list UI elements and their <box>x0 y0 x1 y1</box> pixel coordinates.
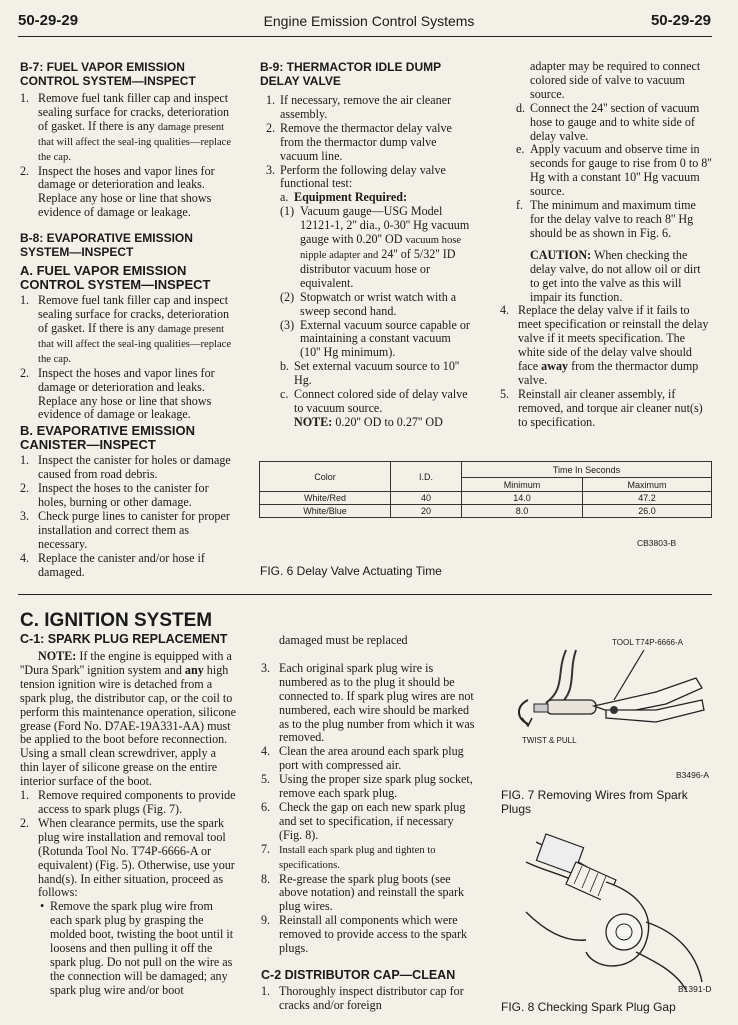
section-a-heading: A. FUEL VAPOR EMISSION CONTROL SYSTEM—INSPECT <box>20 263 211 293</box>
list-item: (1) Vacuum gauge—USG Model 12121-1, 2'' dia., 0-30'' Hg vacuum gauge with 0.20'' OD vacuum hose nipple adapter and 24'' of 5/32'' ID distributor vacuum hose or equivalent. <box>280 204 470 290</box>
section-b8-heading: B-8: EVAPORATIVE EMISSION SYSTEM—INSPECT <box>20 231 193 260</box>
page-title: Engine Emission Control Systems <box>263 13 475 29</box>
caution: CAUTION: When checking the delay valve, do not allow oil or dirt to get into the valve as this will impair its function. <box>530 247 701 304</box>
list-item: 1. Remove required components to provide access to spark plugs (Fig. 7). <box>20 788 236 816</box>
list-item: (2) Stopwatch or wrist watch with a sweep second hand. <box>280 289 457 318</box>
fig7-tool-illustration <box>506 648 712 738</box>
table-header-min: Minimum <box>462 478 583 492</box>
delay-valve-table <box>259 461 712 518</box>
note: NOTE: 0.20'' OD to 0.27'' OD <box>294 414 443 429</box>
a-list <box>20 294 236 422</box>
table-header-max: Maximum <box>582 478 711 492</box>
c2-heading: C-2 DISTRIBUTOR CAP—CLEAN <box>261 967 456 982</box>
b9-list <box>260 94 474 191</box>
section-rule <box>18 594 712 595</box>
list-item: 2. Inspect the hoses and vapor lines for damage or deterioration and leaks. Replace any hose or line that shows evidence of damage or leakage. <box>20 365 215 422</box>
list-item: 9. Reinstall all components which were removed to provide access to the spark plugs. <box>261 913 468 956</box>
column-3 <box>500 60 712 430</box>
list-item: (3) External vacuum source capable or maintaining a constant vacuum (10'' Hg minimum). <box>280 317 470 360</box>
c1-heading: C-1: SPARK PLUG REPLACEMENT <box>20 632 228 646</box>
list-item: 1. Remove fuel tank filler cap and inspect sealing surface for cracks, deterioration of gasket. If there is any damage present that will affect the seal-ing qualities—replace the cap. <box>20 91 232 163</box>
equipment-heading: a. Equipment Required: <box>280 190 408 205</box>
list-item: 5. Reinstall air cleaner assembly, if removed, and torque air cleaner nut(s) to specification. <box>500 386 703 429</box>
list-item: 2. Inspect the hoses and vapor lines for damage or deterioration and leaks. Replace any hose or line that shows evidence of damage or leakage. <box>20 163 215 220</box>
list-item: f. The minimum and maximum time for the delay valve to reach 8'' Hg should be as shown in Fig. 6. <box>516 198 696 240</box>
table-header-color: Color <box>260 462 391 492</box>
fig6-caption: FIG. 6 Delay Valve Actuating Time <box>260 564 442 578</box>
section-b7-heading: B-7: FUEL VAPOR EMISSION CONTROL SYSTEM—INSPECT <box>20 60 196 88</box>
header-rule <box>18 36 712 37</box>
fig7-tool-label: TOOL T74P-6666-A <box>612 638 683 647</box>
column-2 <box>260 60 474 430</box>
section-b9-heading: B-9: THERMACTOR IDLE DUMP DELAY VALVE <box>260 60 441 88</box>
list-item: 4. Replace the delay valve if it fails to meet specification or reinstall the delay valve if it meets specification. The white side of the delay valve should face away from the thermactor dump valve. <box>500 303 709 387</box>
fig7-caption: FIG. 7 Removing Wires from Spark Plugs <box>501 788 688 816</box>
ignition-note: NOTE: If the engine is equipped with a ''Dura Spark'' ignition system and any high tension ignition wire is detached from a spark plug, the distributor cap, or the coil to perform this maintenance operation, silicone grease (Ford No. D7AE-19A331-AA) must be applied to the boot before reconnection. Using a small clean screwdriver, apply a thin layer of silicone grease on the entire interior surface of the boot. <box>20 649 236 789</box>
b7-list <box>20 92 236 220</box>
list-item: e. Apply vacuum and observe time in seconds for gauge to rise from 0 to 8'' Hg with a constant 10'' Hg vacuum source. <box>516 142 712 199</box>
fig7-twist-label: TWIST & PULL <box>522 736 577 745</box>
b-list <box>20 454 236 579</box>
list-item: 2. Remove the thermactor delay valve from the thermactor dump valve vacuum line. <box>266 120 452 163</box>
ignition-column-2 <box>261 634 475 1013</box>
fig7-code: B3496-A <box>676 770 710 780</box>
list-item: 3. Each original spark plug wire is numbered as to the plug it should be connected to. If spark plug wires are not numbered, each wire should be marked as to the plug number from which it was removed. <box>261 660 475 745</box>
list-item: 5. Using the proper size spark plug socket, remove each spark plug. <box>261 772 473 801</box>
continued-text: adapter may be required to connect colored side of valve to vacuum source. <box>530 59 701 101</box>
list-item: 3. Perform the following delay valve functional test: <box>266 162 446 191</box>
list-item: 8. Re-grease the spark plug boots (see above notation) and reinstall the spark plug wires. <box>261 871 465 914</box>
ignition-column-1 <box>20 611 236 998</box>
list-item: 7. Install each spark plug and tighten to specifications. <box>261 841 436 871</box>
page-number-right: 50-29-29 <box>650 12 711 29</box>
list-item: 1. If necessary, remove the air cleaner assembly. <box>266 93 452 121</box>
table-row: White/Blue 20 8.0 26.0 <box>260 505 712 518</box>
fig8-gap-illustration <box>506 822 712 992</box>
list-item: 6. Check the gap on each new spark plug and set to specification, if necessary (Fig. 8). <box>261 799 466 842</box>
section-b-heading: B. EVAPORATIVE EMISSION CANISTER—INSPECT <box>20 423 196 453</box>
fig8-caption: FIG. 8 Checking Spark Plug Gap <box>501 1000 676 1014</box>
table-header-time: Time In Seconds <box>462 462 712 478</box>
list-item: d. Connect the 24'' section of vacuum hose to gauge and to white side of delay valve. <box>516 100 700 143</box>
table-row: White/Red 40 14.0 47.2 <box>260 492 712 505</box>
list-item: 1. Remove fuel tank filler cap and inspect sealing surface for cracks, deterioration of gasket. If there is any damage present that will affect the seal-ing qualities—replace the cap. <box>20 293 232 365</box>
list-item: 2. Inspect the hoses to the canister for holes, burning or other damage. <box>20 481 209 510</box>
list-item: 1. Inspect the canister for holes or damage caused from road debris. <box>20 453 231 482</box>
table-header-id: I.D. <box>391 462 462 492</box>
list-item: 4. Replace the canister and/or hose if damaged. <box>20 550 205 579</box>
fig8-code: B1391-D <box>678 984 712 994</box>
list-item: 1. Thoroughly inspect distributor cap for cracks and/or foreign <box>261 983 464 1012</box>
list-item: 3. Check purge lines to canister for proper installation and correct them as necessary. <box>20 508 230 551</box>
fig6-code: CB3803-B <box>637 538 677 548</box>
bullet-item: • Remove the spark plug wire from each spark plug by grasping the molded boot, twisting the boot until it loosens and then pulling it off the spark plug. Do not pull on the wire as the connection will be damaged; any spark plug wire and/or boot <box>40 899 234 997</box>
ignition-title: C. IGNITION SYSTEM <box>20 610 213 631</box>
column-1 <box>20 60 236 579</box>
list-item: c. Connect colored side of delay valve to vacuum source. <box>280 387 468 415</box>
list-item: 2. When clearance permits, use the spark plug wire installation and removal tool (Rotunda Tool No. T74P-6666-A or equivalent) (Fig. 5). Otherwise, use your hand(s). In either situation, proceed as follows: <box>20 815 235 900</box>
page-number-left: 50-29-29 <box>18 12 79 29</box>
list-item: 4. Clean the area around each spark plug port with compressed air. <box>261 744 464 773</box>
continued-text: damaged must be replaced <box>279 633 408 647</box>
list-item: b. Set external vacuum source to 10'' Hg. <box>280 359 460 388</box>
